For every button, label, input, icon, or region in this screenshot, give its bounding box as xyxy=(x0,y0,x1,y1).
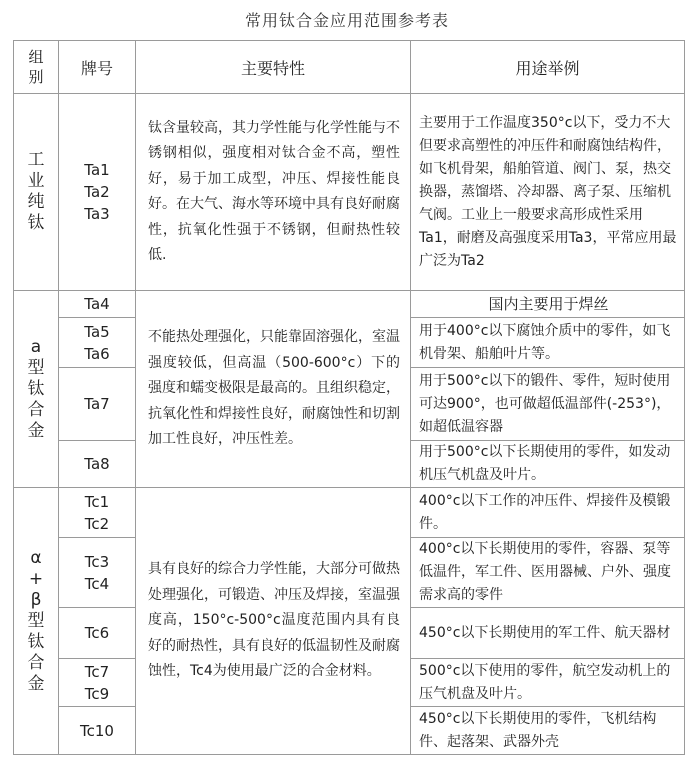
grade-cell: Tc7 Tc9 xyxy=(59,659,136,707)
group-alpha-beta: α + β 型 钛 合 金 xyxy=(14,488,59,755)
header-group: 组 别 xyxy=(14,41,59,94)
uses-cell: 用于500°c以下的锻件、零件，短时使用可达900°，也可做超低温部件(-253°)，如超低温容器 xyxy=(411,368,685,441)
grade-cell: Tc10 xyxy=(59,707,136,755)
header-properties: 主要特性 xyxy=(136,41,411,94)
group-industrial: 工 业 纯 钛 xyxy=(14,94,59,291)
table-row xyxy=(14,488,685,538)
uses-cell: 400°c以下长期使用的零件，容器、泵等低温件，军工件、医用器械、户外、强度需求高的零件 xyxy=(411,538,685,608)
grade-cell: Tc6 xyxy=(59,608,136,659)
table-row xyxy=(14,94,685,291)
header-grade: 牌号 xyxy=(59,41,136,94)
properties-cell: 具有良好的综合力学性能，大部分可做热处理强化，可锻造、冲压及焊接，室温强度高，150°c-500°c温度范围内具有良好的耐热性，具有良好的低温韧性及耐腐蚀性，Tc4为使用最广泛的合金材料。 xyxy=(136,488,411,755)
uses-cell: 用于400°c以下腐蚀介质中的零件，如飞机骨架、船舶叶片等。 xyxy=(411,318,685,368)
uses-cell: 400°c以下工作的冲压件、焊接件及模锻件。 xyxy=(411,488,685,538)
uses-cell: 450°c以下长期使用的军工件、航天器材 xyxy=(411,608,685,659)
header-uses: 用途举例 xyxy=(411,41,685,94)
header-row xyxy=(14,41,685,94)
table-title: 常用钛合金应用范围参考表 xyxy=(244,11,449,30)
grade-cell: Tc3 Tc4 xyxy=(59,538,136,608)
grade-cell: Ta4 xyxy=(59,291,136,318)
uses-cell: 450°c以下长期使用的零件，飞机结构件、起落架、武器外壳 xyxy=(411,707,685,755)
uses-cell: 用于500°c以下长期使用的零件，如发动机压气机盘及叶片。 xyxy=(411,441,685,488)
uses-cell: 主要用于工作温度350°c以下，受力不大但要求高塑性的冲压件和耐腐蚀结构件，如飞机骨架，船舶管道、阀门、泵，热交换器，蒸馏塔、冷却器、离子泵、压缩机气阀。工业上一般要求高形成性采用Ta1，耐磨及高强度采用Ta3，平常应用最广泛为Ta2 xyxy=(411,94,685,291)
properties-cell: 钛含量较高，其力学性能与化学性能与不锈钢相似，强度相对钛合金不高，塑性好，易于加工成型，冲压、焊接性能良好。在大气、海水等环境中具有良好耐腐性，抗氧化性强于不锈钢，但耐热性较低. xyxy=(136,94,411,291)
table-row xyxy=(14,291,685,318)
grade-cell: Ta1 Ta2 Ta3 xyxy=(59,94,136,291)
grade-cell: Ta7 xyxy=(59,368,136,441)
group-alpha: a 型 钛 合 金 xyxy=(14,291,59,488)
properties-cell: 不能热处理强化，只能靠固溶强化，室温强度较低，但高温（500-600°c）下的强度和蠕变极限是最高的。且组织稳定，抗氧化性和焊接性良好，耐腐蚀性和切割加工性良好，冲压性差。 xyxy=(136,291,411,488)
uses-cell: 500°c以下使用的零件，航空发动机上的压气机盘及叶片。 xyxy=(411,659,685,707)
grade-cell: Ta8 xyxy=(59,441,136,488)
grade-cell: Tc1 Tc2 xyxy=(59,488,136,538)
alloy-table xyxy=(13,40,685,755)
uses-cell: 国内主要用于焊丝 xyxy=(411,291,685,318)
grade-cell: Ta5 Ta6 xyxy=(59,318,136,368)
